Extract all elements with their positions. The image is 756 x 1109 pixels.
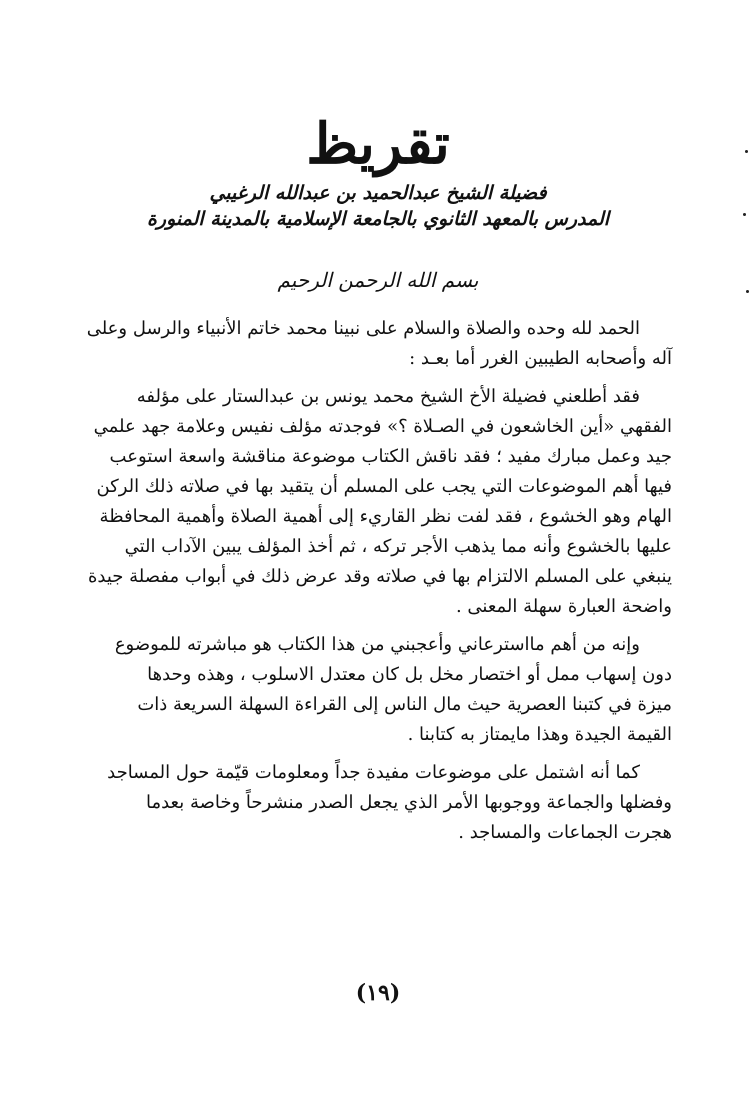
text-line: فقد أطلعني فضيلة الأخ الشيخ محمد يونس بن عبدالستار على مؤلفه: [136, 386, 640, 407]
author-line: فضيلة الشيخ عبدالحميد بن عبدالله الرغيبي: [209, 182, 547, 204]
scan-speck: [746, 290, 749, 293]
text-line: ميزة في كتبنا العصرية حيث مال الناس إلى القراءة السهلة السريعة ذات: [137, 694, 672, 715]
body-text: [72, 314, 672, 856]
text-line: واضحة العبارة سهلة المعنى .: [455, 596, 672, 617]
paragraph-2: [72, 382, 672, 622]
text-line: ينبغي على المسلم الالتزام بها في صلاته وقد عرض ذلك في أبواب مفصلة جيدة: [88, 566, 672, 587]
text-line: الفقهي «أين الخاشعون في الصـلاة ؟» فوجدته مؤلف نفيس وعلامة جهد علمي: [93, 416, 672, 437]
text-line: فيها أهم الموضوعات التي يجب على المسلم أن يتقيد بها في صلاته ذلك الركن: [96, 476, 672, 497]
page-title: تقريظ: [306, 111, 450, 177]
scan-speck: [745, 150, 748, 153]
text-line: دون إسهاب ممل أو اختصار مخل بل كان معتدل الاسلوب ، وهذه وحدها: [147, 664, 672, 685]
text-line: وفضلها والجماعة ووجوبها الأمر الذي يجعل الصدر منشرحاً وخاصة بعدما: [145, 792, 672, 813]
text-line: كما أنه اشتمل على موضوعات مفيدة جداً ومعلومات قيّمة حول المساجد: [107, 762, 640, 783]
page-number: (١٩): [355, 980, 401, 1006]
text-line: الحمد لله وحده والصلاة والسلام على نبينا محمد خاتم الأنبياء والرسل وعلى: [86, 318, 640, 339]
text-line: وإنه من أهم مااسترعاني وأعجبني من هذا الكتاب هو مباشرته للموضوع: [114, 634, 640, 655]
text-line: عليها بالخشوع وأنه مما يذهب الأجر تركه ، ثم أخذ المؤلف يبين الآداب التي: [124, 536, 672, 557]
paragraph-4: [72, 758, 672, 848]
basmala: بسم الله الرحمن الرحيم: [277, 268, 479, 292]
scan-speck: [743, 213, 746, 216]
text-line: القيمة الجيدة وهذا مايمتاز به كتابنا .: [407, 724, 672, 745]
paragraph-1: [72, 314, 672, 374]
paragraph-3: [72, 630, 672, 750]
text-line: آله وأصحابه الطيبين الغرر أما بعـد :: [409, 348, 672, 369]
text-line: الهام وهو الخشوع ، فقد لفت نظر القاريء إلى أهمية الصلاة وأهمية المحافظة: [99, 506, 672, 527]
text-line: هجرت الجماعات والمساجد .: [458, 822, 672, 843]
affiliation-line: المدرس بالمعهد الثانوي بالجامعة الإسلامية بالمدينة المنورة: [146, 208, 610, 230]
text-line: جيد وعمل مبارك مفيد ؛ فقد ناقش الكتاب موضوعة مناقشة واسعة استوعب: [109, 446, 672, 467]
